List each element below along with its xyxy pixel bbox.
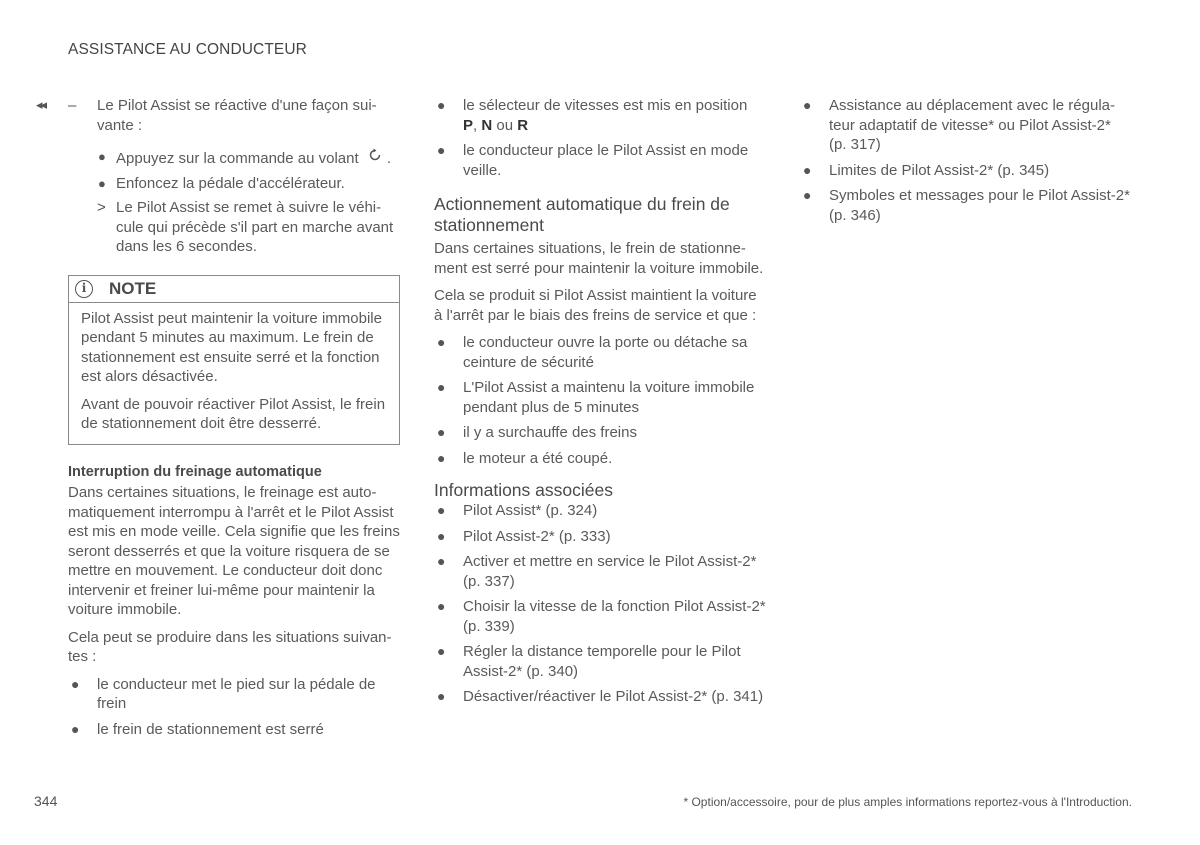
column-2 [434, 96, 768, 713]
bullet-icon: ● [437, 502, 446, 518]
result-arrow: > [97, 199, 106, 216]
gear-sep: , [473, 116, 478, 134]
related-link[interactable] [434, 642, 768, 681]
sub-item [68, 147, 400, 169]
bullet-icon: ● [98, 149, 106, 164]
sub-item [68, 174, 400, 194]
list-item-text: le moteur a été coupé. [463, 449, 613, 467]
list-item [68, 675, 400, 714]
list-item-text: le conducteur ouvre la porte ou détache sa ceinture de sécurité [463, 334, 748, 371]
gear-ou: ou [496, 116, 514, 134]
bullet-icon: ● [437, 449, 446, 466]
related-link[interactable] [434, 687, 768, 707]
interruption-heading: Interruption du freinage automatique [68, 463, 322, 480]
bullet-icon: ● [437, 142, 446, 158]
note-title: NOTE [109, 278, 157, 298]
list-item [434, 141, 768, 180]
related-link-text[interactable]: Limites de Pilot Assist-2* (p. 345) [829, 161, 1050, 179]
gear-n: N [481, 116, 493, 134]
related-link[interactable] [434, 552, 768, 591]
sub-item-suffix: . [386, 150, 391, 167]
list-item-text: le conducteur place le Pilot Assist en mode veille. [463, 142, 749, 179]
info-icon: i [75, 280, 93, 298]
note-paragraph: Pilot Assist peut maintenir la voiture immobile pendant 5 minutes au maximum. Le frein de stationnement est ensuite serré et la fonction est alors désactivée. [81, 309, 382, 385]
related-link[interactable] [800, 161, 1130, 181]
list-item [434, 449, 768, 469]
related-link-text[interactable]: Choisir la vitesse de la fonction Pilot Assist-2* (p. 339) [463, 598, 766, 635]
bullet-icon: ● [71, 675, 80, 692]
bullet-icon: ● [803, 161, 812, 178]
related-link[interactable] [800, 186, 1130, 225]
reactivate-item [68, 96, 400, 135]
bullet-icon: ● [803, 187, 812, 203]
list-item [68, 720, 400, 740]
result-text: Le Pilot Assist se remet à suivre le véhi-cule qui précède s'il part en marche avant dans les 6 secondes. [116, 199, 394, 255]
related-link-text[interactable]: Désactiver/réactiver le Pilot Assist-2* (p. 341) [463, 688, 764, 705]
related-link-text[interactable]: Pilot Assist* (p. 324) [463, 502, 598, 519]
interruption-paragraph: Cela peut se produire dans les situations suivan-tes : [68, 628, 392, 665]
related-link[interactable] [800, 96, 1130, 155]
related-link[interactable] [434, 597, 768, 636]
gear-bullet-text: le sélecteur de vitesses est mis en position [463, 97, 748, 114]
related-link-text[interactable]: Pilot Assist-2* (p. 333) [463, 527, 611, 545]
column-1 [68, 96, 400, 745]
list-item [434, 333, 768, 372]
sub-item-text: Appuyez sur la commande au volant [116, 150, 359, 167]
note-box [68, 275, 400, 445]
bullet-icon: ● [437, 527, 446, 544]
footnote: * Option/accessoire, pour de plus amples informations reportez-vous à l'Introduction. [683, 795, 1132, 809]
bullet-icon: ● [98, 175, 106, 191]
gear-p: P [463, 116, 474, 134]
bullet-icon: ● [437, 598, 446, 614]
interruption-paragraph: Dans certaines situations, le freinage est auto-matiquement interrompu à l'arrêt et le Pilot Assist est mis en mode veille. Cela signifie que les freins seront desserrés et que la voiture risquera de se mettre en mouvement. Le conducteur doit donc intervenir et freiner lui-même pour maintenir la voiture immobile. [68, 484, 400, 618]
gear-r: R [517, 116, 529, 134]
bullet-icon: ● [437, 424, 446, 440]
bullet-icon: ● [437, 688, 446, 704]
auto-brake-heading: Actionnement automatique du frein de stationnement [434, 194, 730, 235]
related-link[interactable] [434, 527, 768, 547]
bullet-icon: ● [437, 97, 446, 113]
related-link-text[interactable]: Symboles et messages pour le Pilot Assist-2* (p. 346) [829, 187, 1130, 224]
bullet-icon: ● [437, 643, 446, 659]
related-link[interactable] [434, 501, 768, 521]
result-item [68, 198, 400, 257]
page-header: ASSISTANCE AU CONDUCTEUR [68, 41, 307, 58]
bullet-icon: ● [71, 720, 80, 737]
list-item [434, 378, 768, 417]
related-link-text[interactable]: Régler la distance temporelle pour le Pilot Assist-2* (p. 340) [463, 643, 741, 680]
list-item [434, 423, 768, 443]
related-link-text[interactable]: Assistance au déplacement avec le régula-teur adaptatif de vitesse* ou Pilot Assist-2* (p. 317) [829, 97, 1115, 153]
column-3 [800, 96, 1130, 231]
steering-wheel-button-icon [367, 147, 383, 169]
note-body [69, 303, 399, 444]
bullet-icon: ● [803, 97, 812, 113]
auto-brake-paragraph: Dans certaines situations, le frein de stationne-ment est serré pour maintenir la voiture immobile. [434, 240, 764, 277]
note-header [69, 276, 399, 303]
note-paragraph: Avant de pouvoir réactiver Pilot Assist, le frein de stationnement doit être desserré. [81, 395, 386, 432]
related-link-text[interactable]: Activer et mettre en service le Pilot Assist-2* (p. 337) [463, 553, 757, 590]
related-heading: Informations associées [434, 480, 613, 500]
list-item-text: L'Pilot Assist a maintenu la voiture immobile pendant plus de 5 minutes [463, 379, 755, 416]
auto-brake-paragraph: Cela se produit si Pilot Assist maintient la voiture à l'arrêt par le biais des freins de service et que : [434, 287, 757, 324]
list-item-text: il y a surchauffe des freins [463, 424, 637, 441]
dash-marker: – [68, 97, 77, 114]
sub-item-text: Enfoncez la pédale d'accélérateur. [116, 174, 345, 192]
bullet-icon: ● [437, 379, 446, 395]
list-item [434, 96, 768, 135]
back-arrow-icon[interactable]: ◂◂ [36, 97, 46, 112]
reactivate-text: Le Pilot Assist se réactive d'une façon sui-vante : [97, 97, 377, 134]
list-item-text: le conducteur met le pied sur la pédale de frein [97, 675, 376, 712]
bullet-icon: ● [437, 553, 446, 569]
page-number: 344 [34, 793, 58, 809]
bullet-icon: ● [437, 334, 446, 350]
list-item-text: le frein de stationnement est serré [97, 720, 324, 738]
